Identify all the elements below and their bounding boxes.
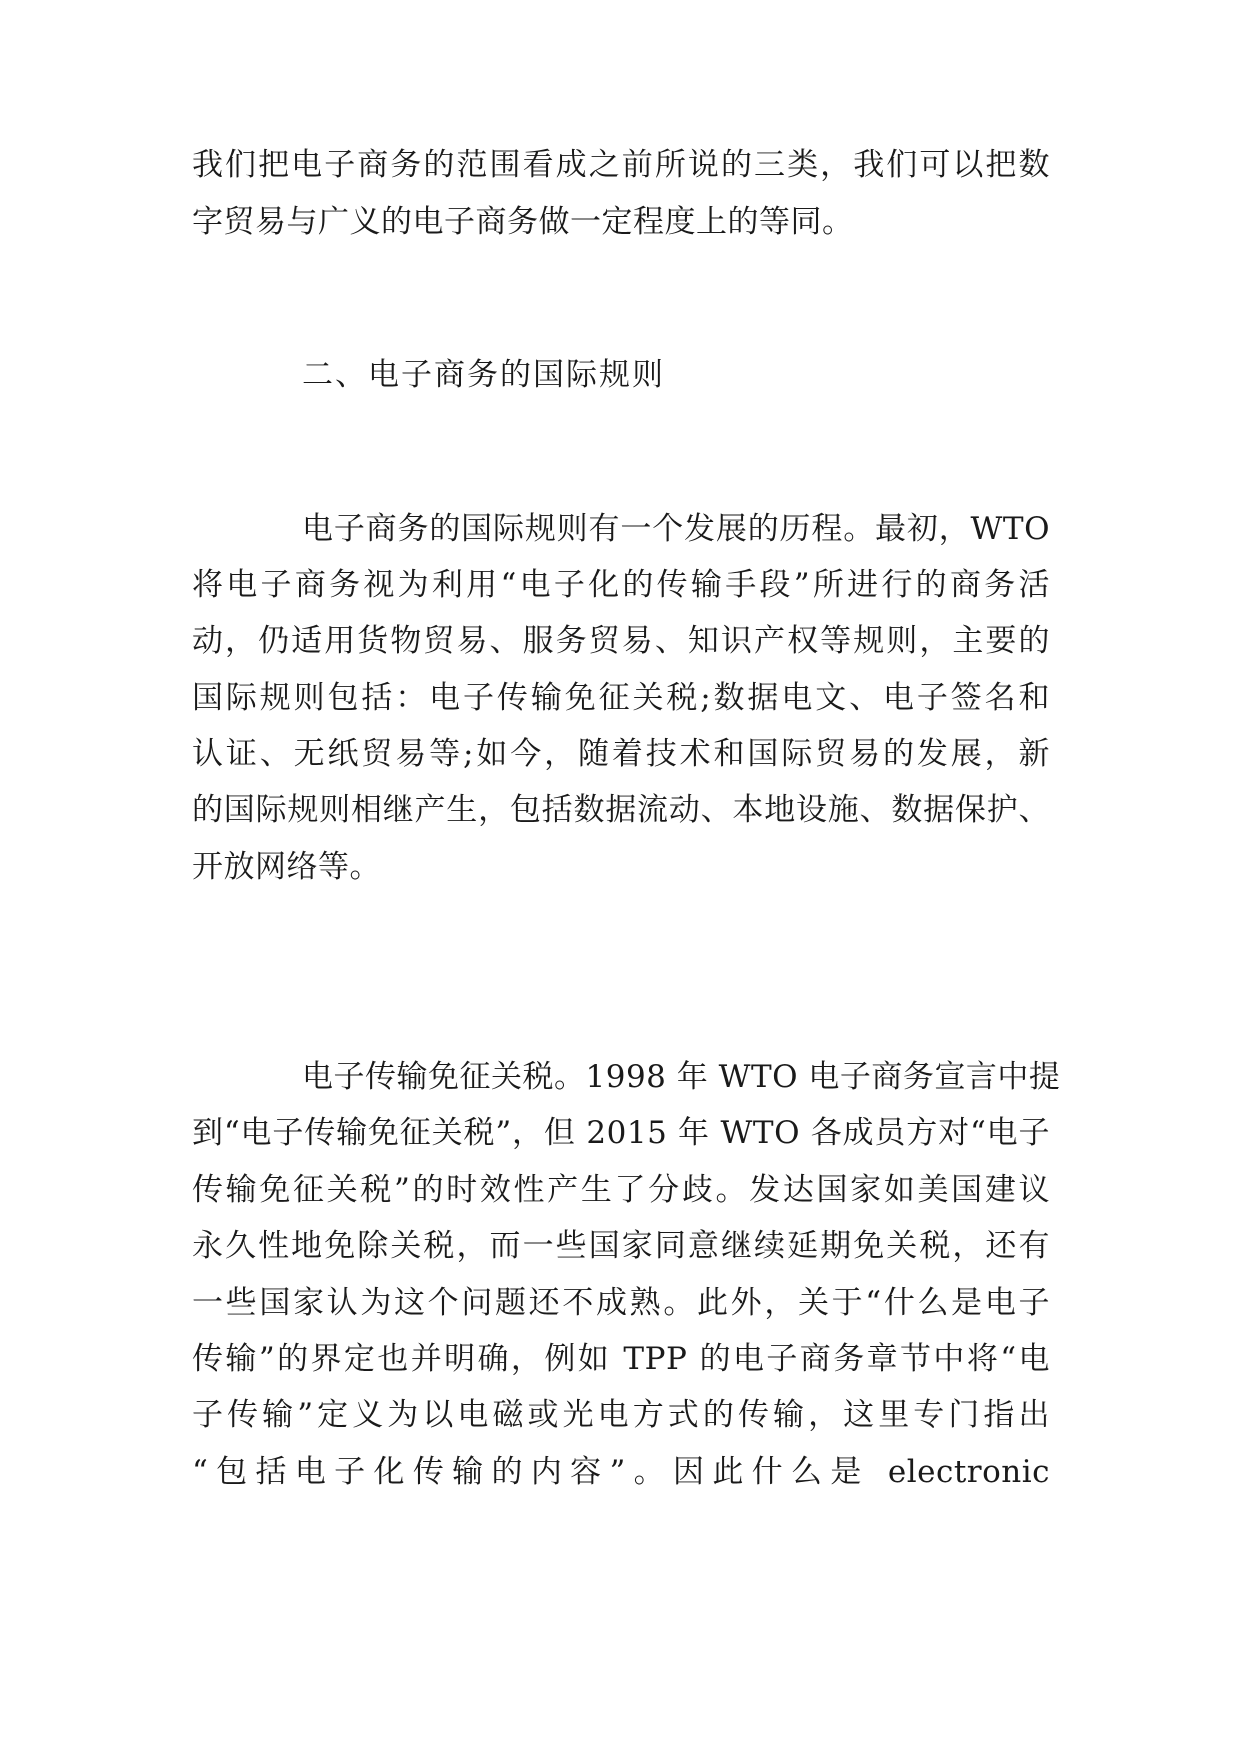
paragraph-line: 传输”的界定也并明确，例如 TPP 的电子商务章节中将“电	[192, 1341, 1050, 1377]
paragraph-line: “包括电子化传输的内容”。因此什么是 electronic	[192, 1454, 1050, 1490]
paragraph-line: 的国际规则相继产生，包括数据流动、本地设施、数据保护、	[192, 792, 1050, 828]
paragraph-line: 电子商务的国际规则有一个发展的历程。最初，WTO	[302, 511, 1050, 547]
paragraph-line: 将电子商务视为利用“电子化的传输手段”所进行的商务活	[192, 567, 1050, 603]
paragraph-line: 字贸易与广义的电子商务做一定程度上的等同。	[192, 204, 854, 240]
paragraph-line: 一些国家认为这个问题还不成熟。此外，关于“什么是电子	[192, 1285, 1050, 1321]
paragraph-line: 我们把电子商务的范围看成之前所说的三类，我们可以把数	[192, 147, 1050, 183]
paragraph-line: 认证、无纸贸易等;如今，随着技术和国际贸易的发展，新	[192, 736, 1050, 772]
paragraph-line: 国际规则包括：电子传输免征关税;数据电文、电子签名和	[192, 680, 1050, 716]
section-heading: 二、电子商务的国际规则	[302, 357, 665, 393]
paragraph-line: 电子传输免征关税。1998 年 WTO 电子商务宣言中提	[302, 1059, 1061, 1095]
paragraph-line: 到“电子传输免征关税”，但 2015 年 WTO 各成员方对“电子	[192, 1115, 1050, 1151]
paragraph-line: 传输免征关税”的时效性产生了分歧。发达国家如美国建议	[192, 1172, 1050, 1208]
paragraph-line: 动，仍适用货物贸易、服务贸易、知识产权等规则，主要的	[192, 623, 1050, 659]
paragraph-line: 开放网络等。	[192, 849, 381, 885]
paragraph-line: 永久性地免除关税，而一些国家同意继续延期免关税，还有	[192, 1228, 1050, 1264]
paragraph-line: 子传输”定义为以电磁或光电方式的传输，这里专门指出	[192, 1397, 1050, 1433]
